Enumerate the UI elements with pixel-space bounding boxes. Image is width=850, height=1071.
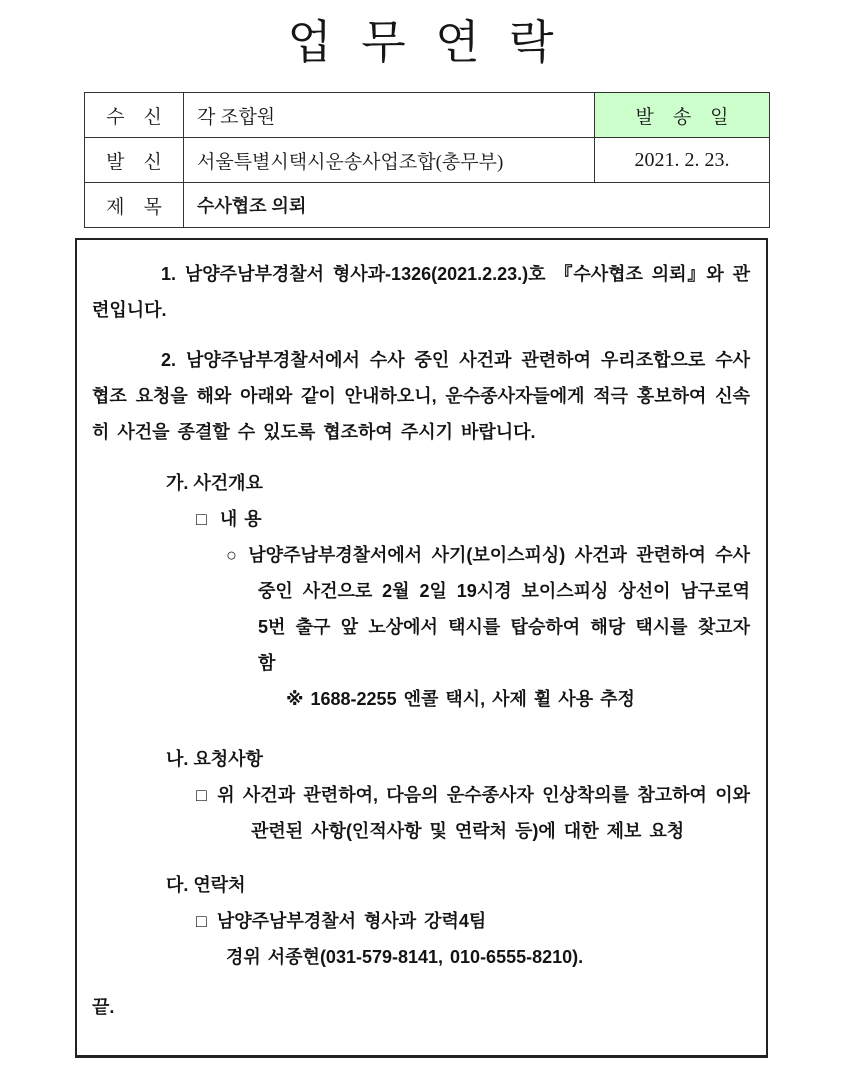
send-date-label-cell: 발 송 일 xyxy=(595,93,770,138)
checkbox-icon: □ xyxy=(196,509,208,529)
closing-text: 끝. xyxy=(92,997,115,1017)
sender-value-cell: 서울특별시택시운송사업조합(총무부) xyxy=(184,138,595,183)
checkbox-icon: □ xyxy=(196,911,207,931)
checkbox-icon: □ xyxy=(196,785,208,805)
circle-bullet-icon: ○ xyxy=(226,545,239,565)
section-b-item-text: 위 사건과 관련하여, 다음의 운수종사자 인상착의를 참고하여 이와 관련된 사항(인적사항 및 연락처 등)에 대한 제보 요청 xyxy=(217,785,750,841)
section-c-item-text: 남양주남부경찰서 형사과 강력4팀 xyxy=(216,911,487,931)
header-table xyxy=(84,92,770,228)
table-row-sender xyxy=(85,138,770,183)
section-a-note: ※ 1688-2255 엔콜 택시, 사제 휠 사용 추정 xyxy=(286,689,635,709)
paragraph-2: 2. 남양주남부경찰서에서 수사 중인 사건과 관련하여 우리조합으로 수사 협조 요청을 해와 아래와 같이 안내하오니, 운수종사자들에게 적극 홍보하여 신속히 사건을 종결할 수 있도록 협조하여 주시기 바랍니다. xyxy=(92,350,750,442)
section-c-item xyxy=(196,903,750,939)
paragraph-1: 1. 남양주남부경찰서 형사과-1326(2021.2.23.)호 『수사협조 의뢰』와 관련입니다. xyxy=(92,264,750,320)
table-row-recipient xyxy=(85,93,770,138)
sender-label-cell: 발 신 xyxy=(85,138,184,183)
section-a-heading: 가. 사건개요 xyxy=(166,473,263,493)
section-c-detail: 경위 서종현(031-579-8141, 010-6555-8210). xyxy=(226,947,584,967)
recipient-label-cell: 수 신 xyxy=(85,93,184,138)
body-box xyxy=(75,238,768,1058)
subject-value-cell: 수사협조 의뢰 xyxy=(184,183,770,228)
section-a-item-text: 남양주남부경찰서에서 사기(보이스피싱) 사건과 관련하여 수사 중인 사건으로 2월 2일 19시경 보이스피싱 상선이 남구로역 5번 출구 앞 노상에서 택시를 탑승하여 해당 택시를 찾고자 함 xyxy=(248,545,751,673)
page-title: 업 무 연 락 xyxy=(287,17,563,68)
section-a-subheading xyxy=(196,501,750,537)
section-a-item xyxy=(226,537,750,681)
table-row-subject xyxy=(85,183,770,228)
section-c-heading: 다. 연락처 xyxy=(166,875,246,895)
subject-label-cell: 제 목 xyxy=(85,183,184,228)
section-b-heading: 나. 요청사항 xyxy=(166,749,263,769)
section-a-subheading-label: 내 용 xyxy=(219,509,263,529)
send-date-value-cell: 2021. 2. 23. xyxy=(595,138,770,183)
section-b-item xyxy=(196,777,750,849)
recipient-value-cell: 각 조합원 xyxy=(184,93,595,138)
